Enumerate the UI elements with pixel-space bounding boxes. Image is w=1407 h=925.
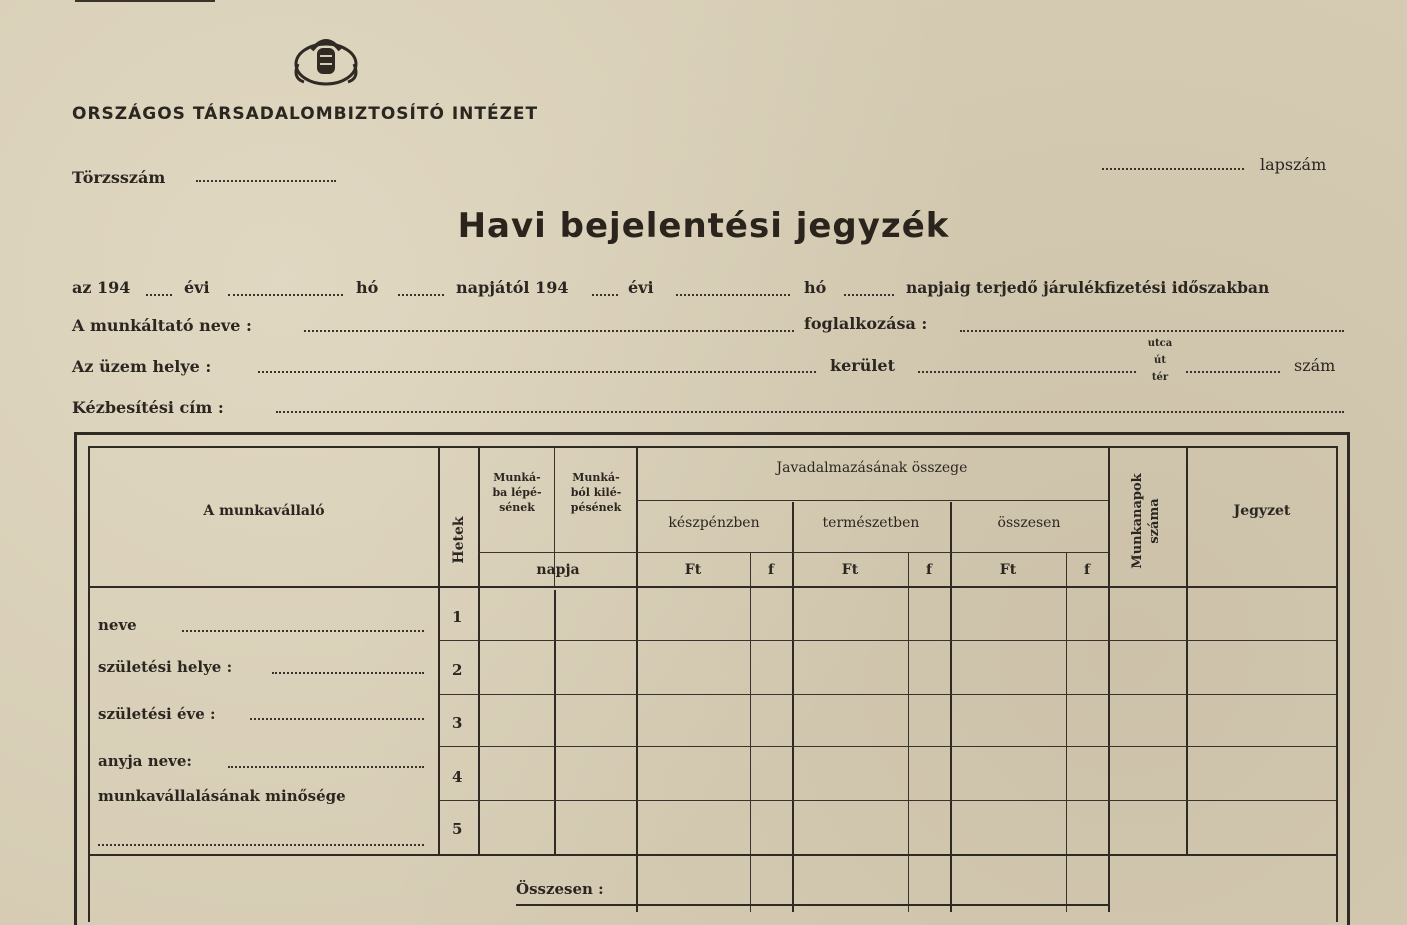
period-year-field-1[interactable] xyxy=(146,294,172,296)
munkaba-lepesenek-header xyxy=(480,470,554,515)
kp-ft-header: Ft xyxy=(684,562,702,578)
term-f-header: f xyxy=(925,562,933,578)
kp-f-header: f xyxy=(767,562,775,578)
table-inner-top xyxy=(90,446,1336,448)
munkavallalo-header: A munkavállaló xyxy=(203,503,325,519)
lapszam-label: lapszám xyxy=(1260,155,1327,174)
termeszetben-header: természetben xyxy=(822,515,920,531)
foglalkozasa-field[interactable] xyxy=(960,330,1344,332)
employee-neve-field[interactable] xyxy=(182,630,424,632)
hetek-header: Hetek xyxy=(451,516,467,564)
lapszam-field[interactable] xyxy=(1102,168,1244,170)
utca-label: utca xyxy=(1147,338,1173,349)
row-sep-1 xyxy=(440,640,1336,641)
period-az-194: az 194 xyxy=(72,278,131,297)
uzem-helye-label: Az üzem helye : xyxy=(72,357,212,376)
employee-szuletesi-eve-field[interactable] xyxy=(250,718,424,720)
osszesen-header: összesen xyxy=(997,515,1061,531)
keszpenzben-header: készpénzben xyxy=(668,515,760,531)
row-sep-napja xyxy=(478,552,1108,553)
period-month-field-1[interactable] xyxy=(228,294,343,296)
munkaba-line-1: Munká- xyxy=(493,471,541,484)
employee-szuletesi-helye-field[interactable] xyxy=(272,672,424,674)
period-month-field-2[interactable] xyxy=(676,294,790,296)
employee-minosege-field[interactable] xyxy=(98,844,424,846)
osszesen-footer-label: Összesen : xyxy=(516,880,604,898)
col-sep-munkanapok xyxy=(1108,446,1110,912)
torzsszam-field[interactable] xyxy=(196,180,336,182)
munkabol-line-3: pésének xyxy=(570,501,622,514)
week-row-2: 2 xyxy=(452,661,463,679)
week-row-3: 3 xyxy=(452,714,463,732)
torzsszam-label: Törzsszám xyxy=(72,168,166,187)
top-edge-line xyxy=(75,0,215,2)
szam-label: szám xyxy=(1294,356,1336,375)
munkanapok-header xyxy=(1129,461,1163,581)
munkaltato-field[interactable] xyxy=(304,330,794,332)
period-ho-1: hó xyxy=(356,278,379,297)
period-evi-1: évi xyxy=(184,278,210,297)
utca-options xyxy=(1140,335,1180,386)
ut-label: út xyxy=(1154,355,1166,366)
term-ft-header: Ft xyxy=(841,562,859,578)
col-sep-ossz-f xyxy=(1066,552,1067,912)
employee-minosege-label: munkavállalásának minősége xyxy=(98,787,346,805)
napja-header: napja xyxy=(536,562,580,578)
period-ho-2: hó xyxy=(804,278,827,297)
col-sep-term-f xyxy=(908,552,909,912)
row-sep-javadalmazas xyxy=(636,500,1108,501)
page-title: Havi bejelentési jegyzék xyxy=(457,206,950,246)
row-sep-3 xyxy=(440,746,1336,747)
row-sep-body-bottom xyxy=(90,854,1336,856)
table-inner-right xyxy=(1336,446,1338,922)
employee-szuletesi-helye-label: születési helye : xyxy=(98,658,233,676)
munkabol-line-1: Munká- xyxy=(572,471,620,484)
kezbesitesi-label: Kézbesítési cím : xyxy=(72,398,224,417)
munkaba-line-2: ba lépé- xyxy=(492,486,542,499)
ter-label: tér xyxy=(1151,372,1169,383)
munkaltato-label: A munkáltató neve : xyxy=(72,316,252,335)
col-sep-napja xyxy=(554,590,556,854)
employee-anyja-neve-label: anyja neve: xyxy=(98,752,192,770)
javadalmazas-header: Javadalmazásának összege xyxy=(776,460,968,476)
ossz-f-header: f xyxy=(1083,562,1091,578)
kerulet-field[interactable] xyxy=(918,371,1136,373)
period-evi-2: évi xyxy=(628,278,654,297)
kerulet-label: kerület xyxy=(830,356,895,375)
col-sep-hetek-left xyxy=(438,446,440,854)
osszesen-footer-underline xyxy=(516,904,1108,906)
week-row-4: 4 xyxy=(452,768,463,786)
organization-name: ORSZÁGOS TÁRSADALOMBIZTOSÍTÓ INTÉZET xyxy=(72,104,539,124)
kezbesitesi-field[interactable] xyxy=(276,411,1344,413)
period-day-field-1[interactable] xyxy=(398,294,444,296)
employee-anyja-neve-field[interactable] xyxy=(228,766,424,768)
row-sep-header-bottom xyxy=(90,586,1336,588)
munkabol-line-2: ból kilé- xyxy=(570,486,622,499)
row-sep-4 xyxy=(440,800,1336,801)
row-sep-2 xyxy=(440,694,1336,695)
employee-neve-label: neve xyxy=(98,616,137,634)
munkanapok-line-1: Munkanapok xyxy=(1130,473,1145,569)
jegyzet-header: Jegyzet xyxy=(1233,503,1291,519)
uzem-helye-field[interactable] xyxy=(258,371,816,373)
utca-field[interactable] xyxy=(1186,371,1280,373)
employee-szuletesi-eve-label: születési éve : xyxy=(98,705,216,723)
week-row-5: 5 xyxy=(452,820,463,838)
week-row-1: 1 xyxy=(452,608,463,626)
foglalkozasa-label: foglalkozása : xyxy=(804,314,928,333)
coat-of-arms-emblem xyxy=(290,34,362,86)
period-tail: napjaig terjedő járulékfizetési időszakban xyxy=(906,278,1270,297)
munkaba-line-3: sének xyxy=(499,501,535,514)
period-napjatol: napjától 194 xyxy=(456,278,569,297)
munkanapok-line-2: száma xyxy=(1147,498,1162,544)
munkabol-kilepesenek-header xyxy=(556,470,636,515)
col-sep-kp-f xyxy=(750,552,751,912)
period-day-field-2[interactable] xyxy=(844,294,894,296)
period-year-field-2[interactable] xyxy=(592,294,618,296)
ossz-ft-header: Ft xyxy=(999,562,1017,578)
